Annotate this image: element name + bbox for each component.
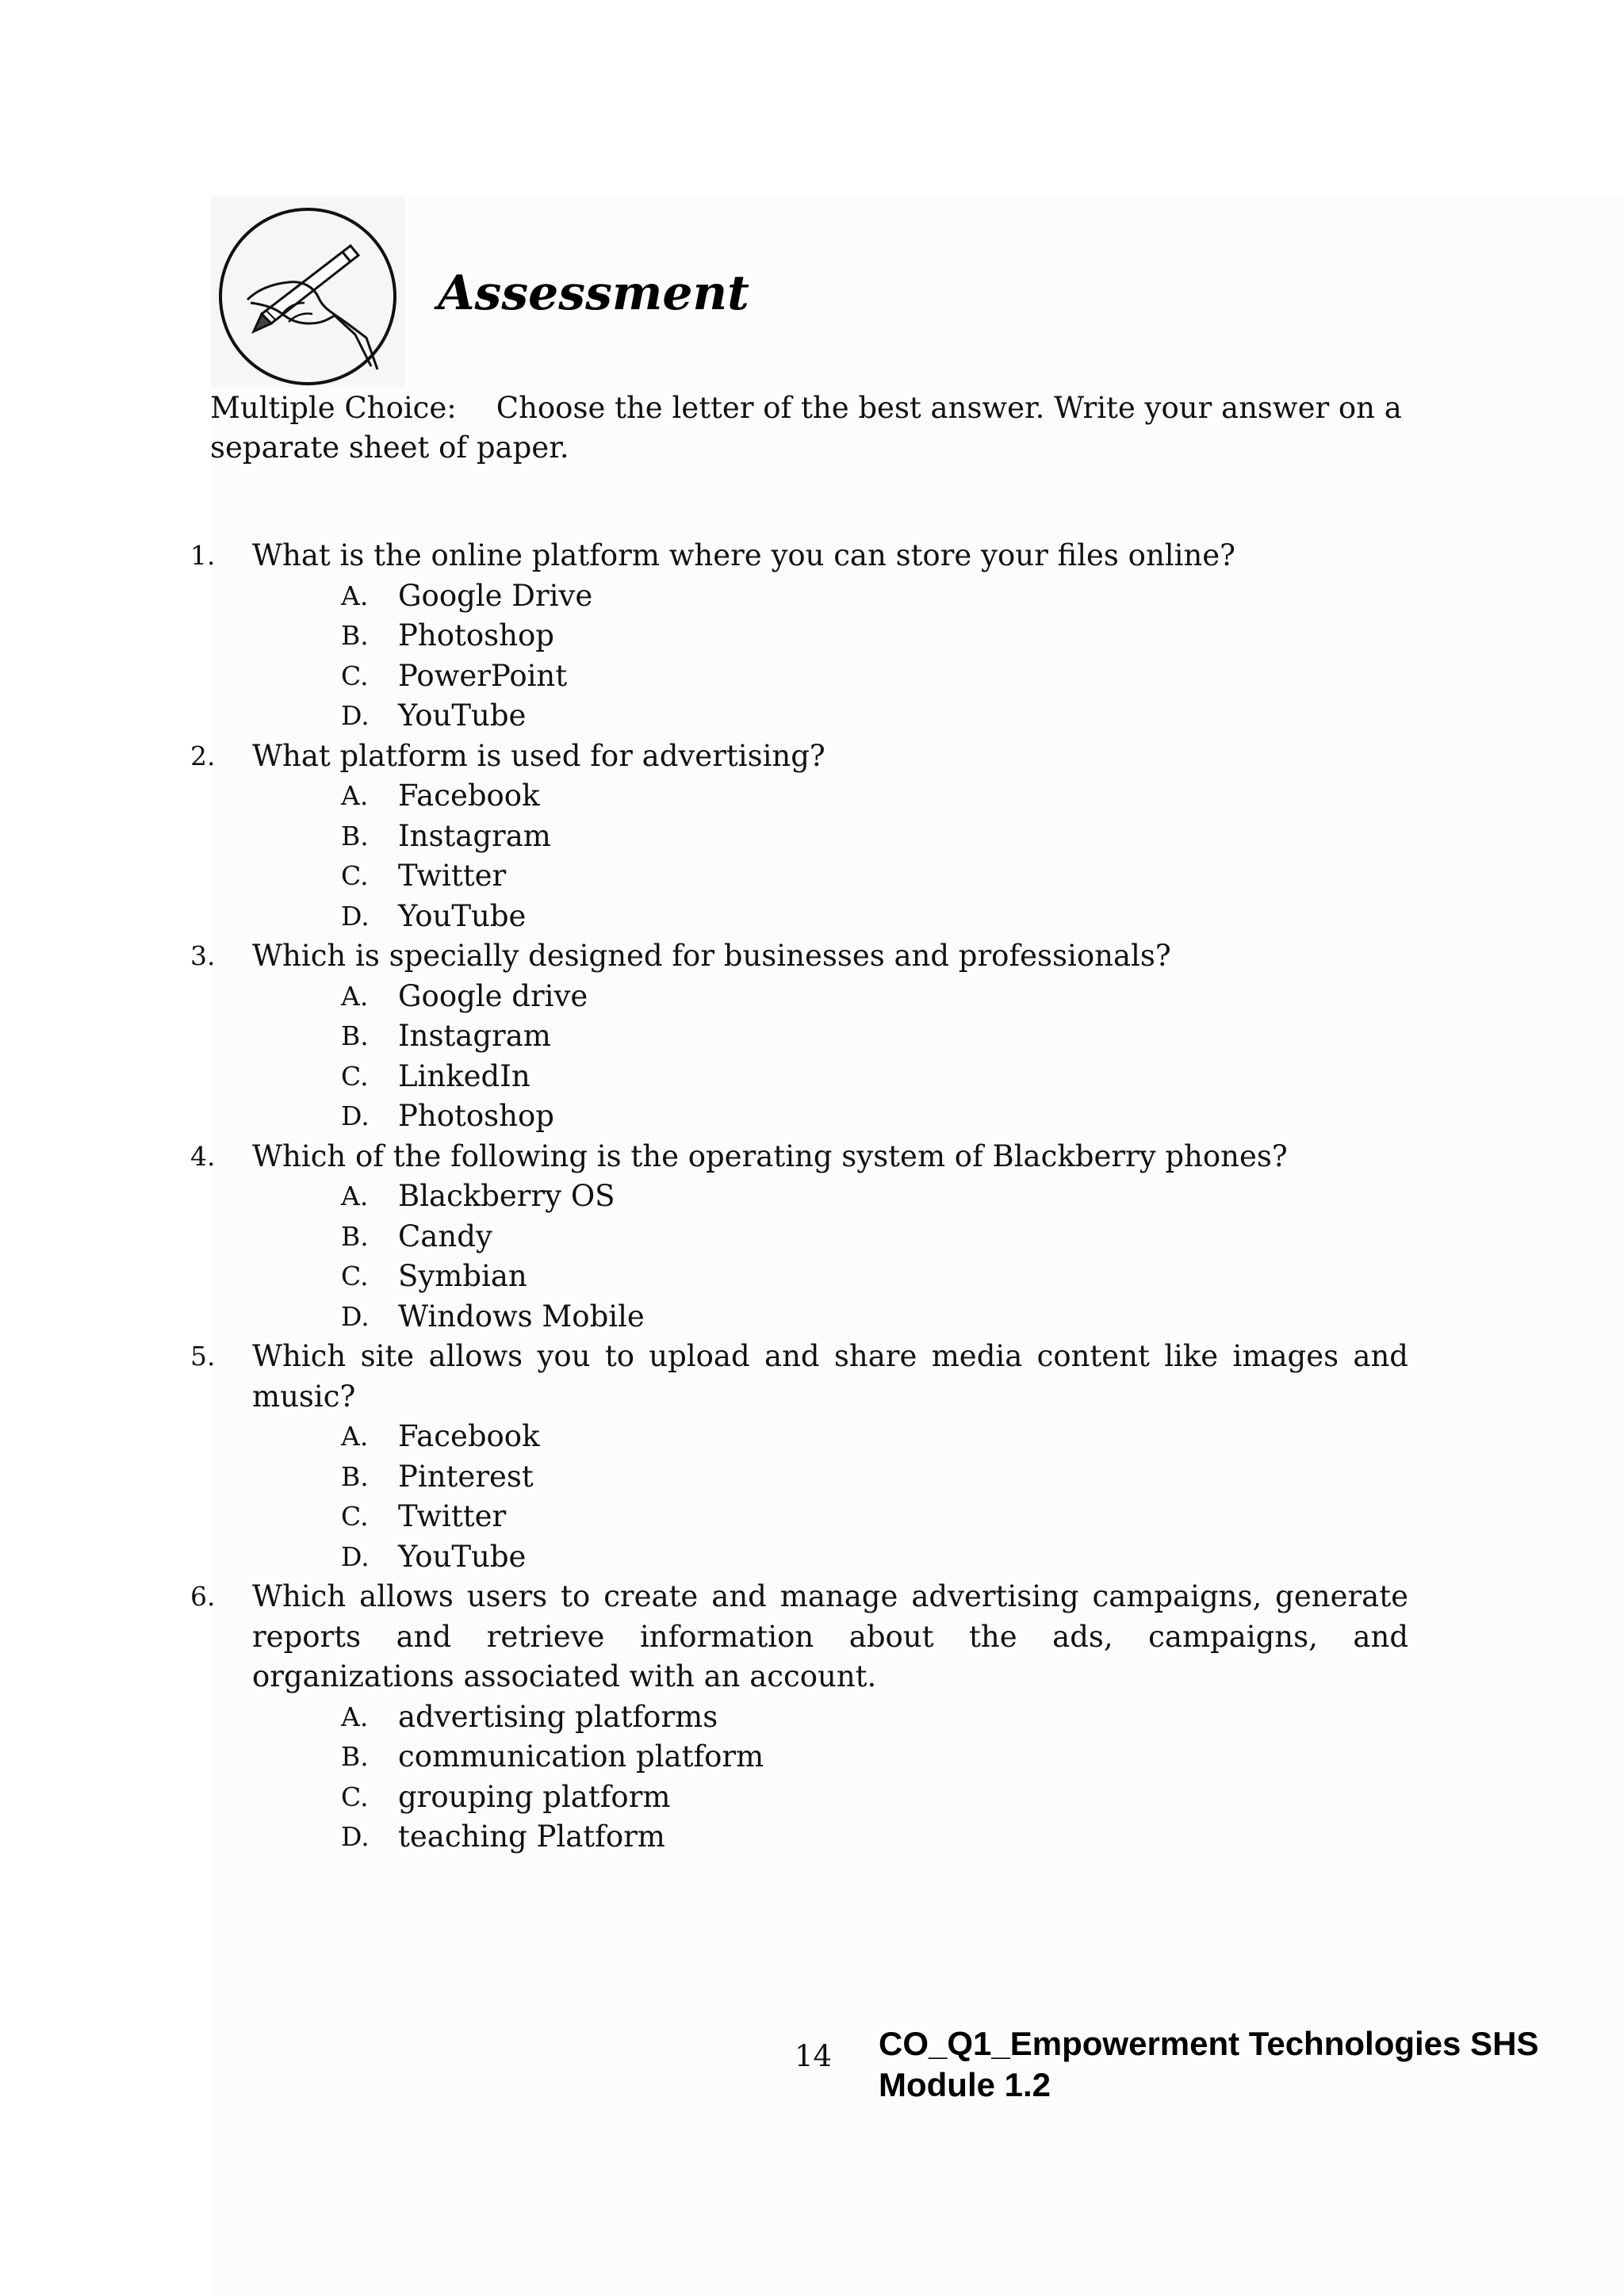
question-text: Which of the following is the operating system of Blackberry phones? — [252, 1138, 1288, 1173]
option-text: Pinterest — [398, 1459, 534, 1494]
option-list — [252, 1177, 1408, 1337]
question-list — [190, 536, 1408, 1858]
option-c — [341, 856, 1408, 897]
question-number: 4. — [190, 1140, 216, 1172]
module-code-line-1: CO_Q1_Empowerment Technologies SHS — [879, 2025, 1539, 2062]
option-d — [341, 897, 1408, 937]
option-d — [341, 1817, 1408, 1858]
instructions — [210, 388, 1408, 468]
option-text: teaching Platform — [398, 1820, 665, 1854]
option-letter: D. — [341, 700, 370, 731]
option-letter: D. — [341, 1821, 370, 1852]
option-b — [341, 1217, 1408, 1257]
question-2 — [190, 737, 1408, 937]
question-text: What is the online platform where you can store your files online? — [252, 538, 1236, 572]
option-d — [341, 696, 1408, 737]
option-d — [341, 1297, 1408, 1337]
option-text: Blackberry OS — [398, 1179, 615, 1213]
option-text: LinkedIn — [398, 1058, 530, 1093]
option-letter: A. — [341, 780, 369, 811]
pencil-in-hand-icon — [216, 205, 400, 387]
option-text: advertising platforms — [398, 1699, 718, 1734]
option-b — [341, 616, 1408, 656]
option-letter: A. — [341, 1181, 369, 1211]
option-letter: C. — [341, 1261, 369, 1292]
option-letter: D. — [341, 900, 370, 932]
module-code — [879, 2023, 1538, 2106]
option-letter: C. — [341, 1501, 369, 1532]
option-letter: C. — [341, 1060, 369, 1092]
option-text: Candy — [398, 1219, 492, 1253]
option-c — [341, 1777, 1408, 1818]
option-text: communication platform — [398, 1739, 764, 1774]
assessment-logo — [211, 197, 404, 387]
option-text: Facebook — [398, 779, 540, 813]
option-c — [341, 1057, 1408, 1097]
option-b — [341, 817, 1408, 857]
question-text: Which site allows you to upload and share media content like images and music? — [252, 1339, 1408, 1414]
question-1 — [190, 536, 1408, 737]
option-a — [341, 977, 1408, 1017]
option-a — [341, 776, 1408, 817]
question-text: Which allows users to create and manage advertising campaigns, generate reports and retrieve information about the ads, campaigns, and organizations associated with an account. — [252, 1579, 1408, 1693]
option-letter: B. — [341, 1020, 369, 1051]
option-text: Facebook — [398, 1419, 540, 1453]
option-text: Twitter — [398, 859, 507, 893]
option-b — [341, 1457, 1408, 1498]
option-d — [341, 1096, 1408, 1137]
option-a — [341, 1697, 1408, 1738]
option-letter: B. — [341, 1741, 369, 1772]
option-list — [252, 1417, 1408, 1577]
option-text: grouping platform — [398, 1779, 671, 1814]
option-d — [341, 1537, 1408, 1578]
option-text: Twitter — [398, 1499, 507, 1533]
option-text: Google drive — [398, 978, 588, 1013]
option-letter: C. — [341, 860, 369, 891]
option-letter: B. — [341, 820, 369, 851]
option-c — [341, 1257, 1408, 1297]
option-text: YouTube — [398, 898, 527, 933]
question-number: 1. — [190, 540, 216, 571]
option-b — [341, 1016, 1408, 1057]
option-letter: B. — [341, 1220, 369, 1252]
option-c — [341, 656, 1408, 697]
question-number: 5. — [190, 1341, 216, 1372]
option-list — [252, 576, 1408, 737]
option-text: Google Drive — [398, 578, 593, 613]
option-letter: B. — [341, 620, 369, 651]
option-c — [341, 1497, 1408, 1537]
question-number: 2. — [190, 740, 216, 771]
option-list — [252, 977, 1408, 1137]
question-6 — [190, 1577, 1408, 1858]
option-text: Symbian — [398, 1259, 527, 1293]
instructions-text: Choose the letter of the best answer. Write your answer on a separate sheet of paper. — [210, 391, 1402, 465]
option-text: Instagram — [398, 818, 551, 853]
option-b — [341, 1737, 1408, 1777]
option-text: PowerPoint — [398, 658, 568, 693]
option-letter: C. — [341, 1781, 369, 1812]
module-code-line-2: Module 1.2 — [879, 2066, 1051, 2103]
question-number: 3. — [190, 940, 216, 971]
page-title: Assessment — [438, 266, 749, 321]
question-4 — [190, 1137, 1408, 1337]
option-text: Instagram — [398, 1019, 551, 1053]
option-letter: A. — [341, 980, 369, 1012]
option-a — [341, 1417, 1408, 1457]
option-letter: D. — [341, 1300, 370, 1332]
option-letter: A. — [341, 1701, 369, 1732]
option-text: YouTube — [398, 1539, 527, 1574]
option-letter: A. — [341, 580, 369, 611]
option-list — [252, 1697, 1408, 1858]
option-list — [252, 776, 1408, 936]
option-a — [341, 576, 1408, 617]
option-text: Photoshop — [398, 618, 554, 652]
option-a — [341, 1177, 1408, 1217]
question-number: 6. — [190, 1581, 216, 1612]
option-letter: B. — [341, 1460, 369, 1492]
question-5 — [190, 1337, 1408, 1577]
option-letter: A. — [341, 1421, 369, 1452]
page-number: 14 — [795, 2039, 833, 2073]
option-letter: D. — [341, 1100, 370, 1131]
option-text: Windows Mobile — [398, 1299, 645, 1334]
option-text: Photoshop — [398, 1099, 554, 1133]
question-text: Which is specially designed for businesses and professionals? — [252, 939, 1171, 973]
option-text: YouTube — [398, 698, 527, 733]
instructions-lead: Multiple Choice: — [210, 391, 457, 425]
question-3 — [190, 936, 1408, 1137]
question-text: What platform is used for advertising? — [252, 738, 825, 773]
option-letter: C. — [341, 660, 369, 691]
option-letter: D. — [341, 1540, 370, 1572]
